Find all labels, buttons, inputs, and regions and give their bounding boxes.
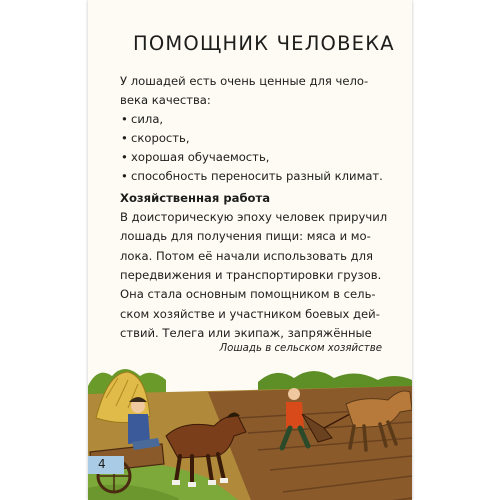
- intro-line: века качества:: [120, 93, 211, 107]
- body-line: лошадь для получения пищи: мяса и мо-: [120, 229, 371, 244]
- body-line: ствий. Телега или экипаж, запряжённые: [120, 325, 372, 340]
- bullet-item: [121, 150, 269, 164]
- page-number: 4: [98, 457, 106, 471]
- body-line: Она стала основным помощником в сель-: [120, 287, 376, 302]
- bullet-item: [121, 169, 383, 183]
- body-line: В доисторическую эпоху человек приручил: [120, 210, 388, 224]
- body-line: ском хозяйстве и участником боевых дей-: [120, 306, 380, 321]
- page-title: ПОМОЩНИК ЧЕЛОВЕКА: [133, 32, 395, 55]
- body-line: лока. Потом её начали использовать для: [120, 248, 373, 263]
- page-number-tab: [88, 456, 124, 474]
- body-line: передвижения и транспортировки грузов.: [120, 267, 382, 282]
- bullet-item: [121, 112, 163, 126]
- bullet-item: [121, 131, 190, 145]
- farm-illustration: [88, 358, 412, 500]
- bullet-text: способность переносить разный климат.: [131, 169, 383, 183]
- bullet-text: хорошая обучаемость,: [131, 150, 270, 164]
- illustration-caption: Лошадь в сельском хозяйстве: [219, 343, 382, 354]
- section-heading: Хозяйственная работа: [120, 191, 271, 205]
- intro-line: У лошадей есть очень ценные для чело-: [120, 74, 369, 88]
- bullet-text: сила,: [131, 112, 164, 126]
- bullet-text: скорость,: [131, 131, 190, 145]
- book-page: [88, 0, 412, 500]
